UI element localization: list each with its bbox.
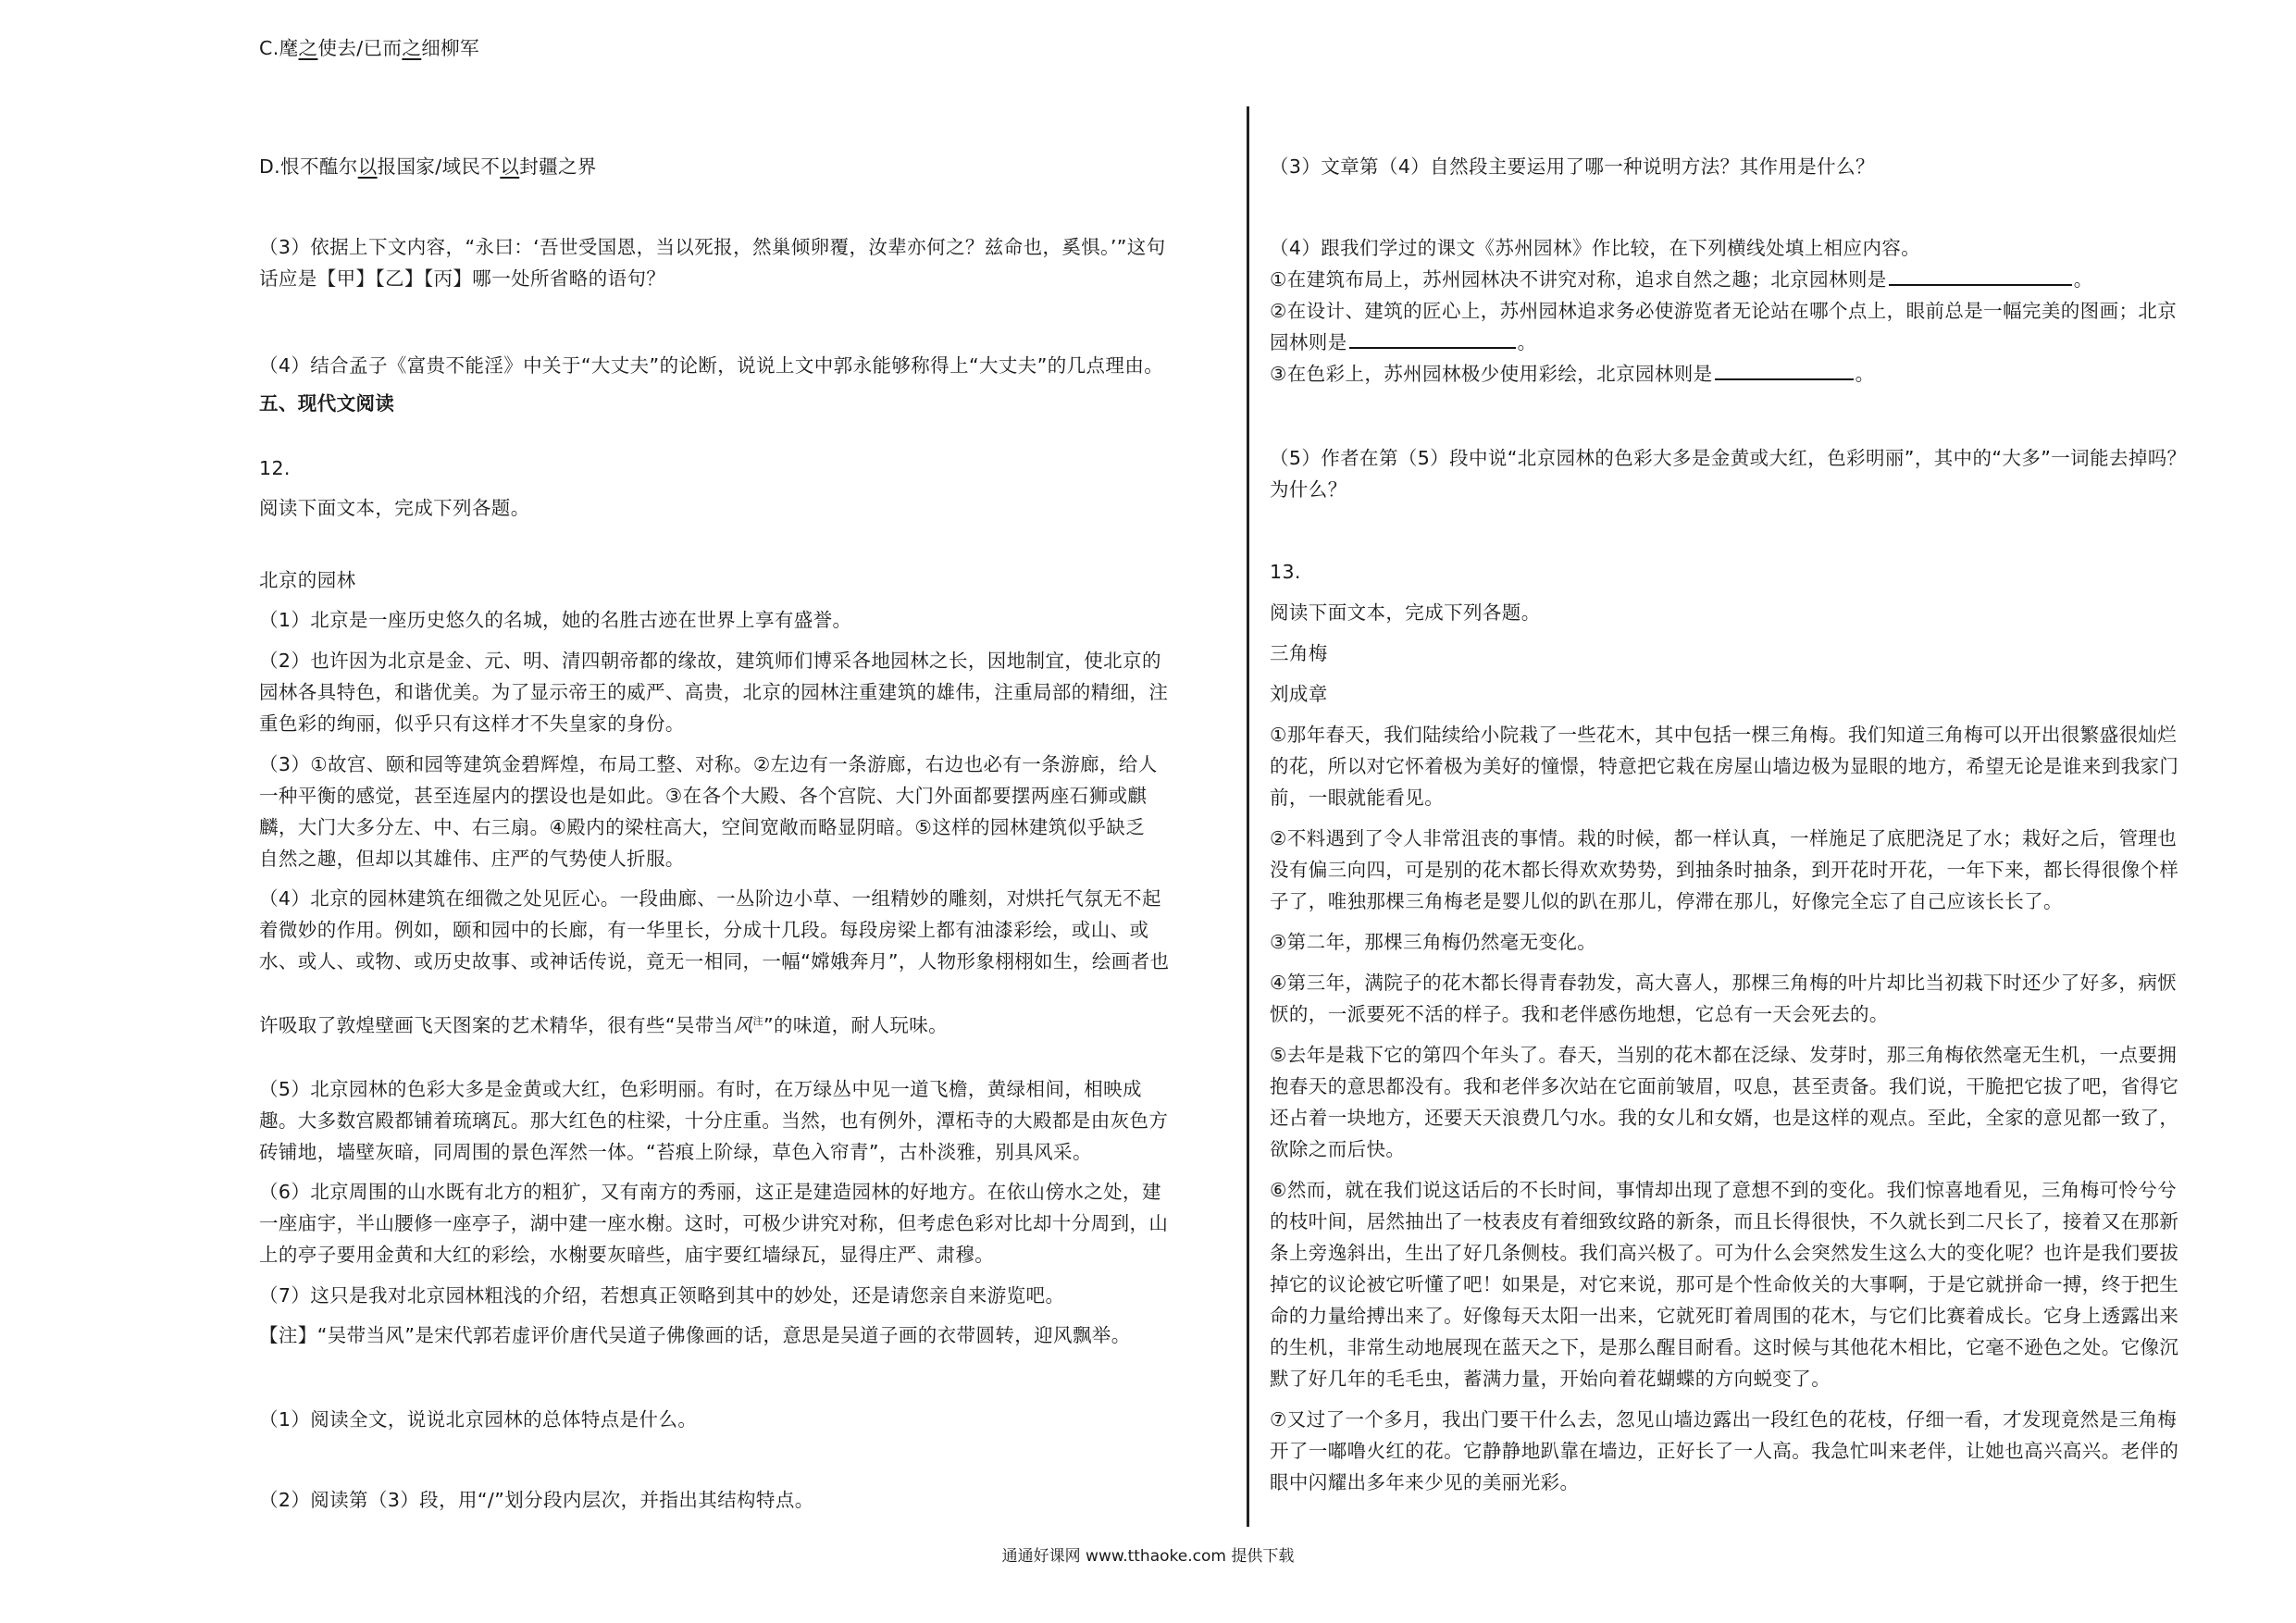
story-para-6-line-3: 条上旁逸斜出，生出了好几条侧枝。我们高兴极了。可为什么会突然发生这么大的变化呢？也许是我们要拔 (1270, 1242, 2179, 1264)
sub-question-5-line-2: 为什么？ (1270, 478, 1347, 501)
paragraph-4-line-4-text: 许吸取了敦煌壁画飞天图案的艺术精华，很有些“吴带当 (259, 1013, 734, 1036)
question-number-13: 13. (1270, 561, 1301, 583)
story-para-6-line-6: 的生机，非常生动地展现在蓝天之下，是那么醒目耐看。这时候与其他花木相比，它毫不逊色之处。它像沉 (1270, 1336, 2179, 1358)
story-para-5-line-3: 还占着一块地方，还要天天浪费几勺水。我的女儿和女婿，也是这样的观点。至此，全家的意见都一致了， (1270, 1107, 2179, 1129)
paragraph-4-line-2: 着微妙的作用。例如，颐和园中的长廊，有一华里长，分成十几段。每段房梁上都有油漆彩绘，或山、或 (259, 919, 1149, 941)
story-para-3: ③第二年，那棵三角梅仍然毫无变化。 (1270, 931, 1597, 953)
note-marker: 注 (752, 1015, 763, 1027)
sub-question-2: （2）阅读第（3）段，用“/”划分段内层次，并指出其结构特点。 (259, 1489, 814, 1511)
paragraph-4-line-3: 水、或人、或物、或历史故事、或神话传说，竟无一相同，一幅“嫦娥奔月”，人物形象栩栩如生，绘画者也 (259, 950, 1170, 973)
answer-blank-3[interactable] (1715, 362, 1854, 380)
reading-instruction: 阅读下面文本，完成下列各题。 (259, 497, 530, 519)
story-para-2-line-2: 没有偏三向四，可是别的花木都长得欢欢势势，到抽条时抽条，到开花时开花，一年下来，都长得很像个样 (1270, 859, 2179, 881)
fill-item-3 (1270, 361, 1874, 387)
story-para-6-line-4: 掉它的议论被它听懂了吧！如果是，对它来说，那可是个性命攸关的大事啊，于是它就拼命一搏，终于把生 (1270, 1273, 2179, 1295)
answer-blank-1[interactable] (1889, 267, 2072, 286)
paragraph-3-line-1: （3）①故宫、颐和园等建筑金碧辉煌，布局工整、对称。②左边有一条游廊，右边也必有一条游廊，给人 (259, 753, 1158, 775)
story-para-4-line-2: 恹的，一派要死不活的样子。我和老伴感伤地想，它总有一天会死去的。 (1270, 1003, 1889, 1025)
fill-item-1-text: ①在建筑布局上，苏州园林决不讲究对称，追求自然之趣；北京园林则是 (1270, 268, 1887, 291)
feng-glyph: 风 (733, 1013, 753, 1036)
reading-instruction-13: 阅读下面文本，完成下列各题。 (1270, 601, 1541, 624)
paragraph-6-line-3: 上的亭子要用金黄和大红的彩绘，水榭要灰暗些，庙宇要红墙绿瓦，显得庄严、肃穆。 (259, 1244, 995, 1266)
story-author: 刘成章 (1270, 683, 1328, 705)
story-para-7-line-2: 开了一嘟噜火红的花。它静静地趴靠在墙边，正好长了一人高。我急忙叫来老伴，让她也高兴高兴。老伴的 (1270, 1440, 2179, 1462)
paragraph-4-line-4-end: ”的味道，耐人玩味。 (763, 1013, 949, 1036)
option-d: D.恨不醢尔以报国家/域民不以封疆之界 (259, 155, 597, 178)
section-heading: 五、现代文阅读 (259, 392, 395, 415)
paragraph-3-line-2: 一种平衡的感觉，甚至连屋内的摆设也是如此。③在各个大殿、各个宫院、大门外面都要摆两座石狮或麒 (259, 785, 1148, 807)
fill-item-2-line-2 (1270, 329, 1537, 355)
paragraph-5-line-2: 趣。大多数宫殿都铺着琉璃瓦。那大红色的柱梁，十分庄重。当然，也有例外，潭柘寺的大殿都是由灰色方 (259, 1109, 1169, 1132)
paragraph-5-line-1: （5）北京园林的色彩大多是金黄或大红，色彩明丽。有时，在万绿丛中见一道飞檐，黄绿相间，相映成 (259, 1078, 1142, 1100)
paragraph-7: （7）这只是我对北京园林粗浅的介绍，若想真正领略到其中的妙处，还是请您亲自来游览吧。 (259, 1284, 1065, 1307)
paragraph-6-line-1: （6）北京周围的山水既有北方的粗犷，又有南方的秀丽，这正是建造园林的好地方。在依山傍水之处，建 (259, 1181, 1161, 1203)
question-number-12: 12. (259, 457, 291, 479)
question-4: （4）结合孟子《富贵不能淫》中关于“大丈夫”的论断，说说上文中郭永能够称得上“大丈夫”的几点理由。 (259, 354, 1164, 377)
fill-item-1 (1270, 266, 2093, 292)
story-para-6-line-7: 默了好几年的毛毛虫，蓄满力量，开始向着花蝴蝶的方向蜕变了。 (1270, 1368, 1831, 1390)
fill-item-3-end: 。 (1855, 363, 1875, 385)
story-para-5-line-2: 抱春天的意思都没有。我和老伴多次站在它面前皱眉，叹息，甚至责备。我们说，干脆把它拔了吧，省得它 (1270, 1075, 2179, 1097)
paragraph-5-line-3: 砖铺地，墙壁灰暗，同周围的景色浑然一体。“苔痕上阶绿，草色入帘青”，古朴淡雅，别具风采。 (259, 1141, 1092, 1163)
left-column (259, 0, 1231, 1623)
paragraph-1: （1）北京是一座历史悠久的名城，她的名胜古迹在世界上享有盛誉。 (259, 609, 852, 631)
paragraph-3-line-3: 麟，大门大多分左、中、右三扇。④殿内的梁柱高大，空间宽敞而略显阴暗。⑤这样的园林建筑似乎缺乏 (259, 816, 1146, 838)
fill-item-1-end: 。 (2073, 268, 2093, 291)
story-para-5-line-4: 欲除之而后快。 (1270, 1138, 1406, 1160)
fill-item-3-text: ③在色彩上，苏州园林极少使用彩绘，北京园林则是 (1270, 363, 1713, 385)
sub-question-1: （1）阅读全文，说说北京园林的总体特点是什么。 (259, 1408, 698, 1431)
story-para-7-line-3: 眼中闪耀出多年来少见的美丽光彩。 (1270, 1471, 1580, 1493)
paragraph-6-line-2: 一座庙宇，半山腰修一座亭子，湖中建一座水榭。这时，可极少讲究对称，但考虑色彩对比却十分周到，山 (259, 1212, 1169, 1234)
story-para-2-line-3: 子了，唯独那棵三角梅老是婴儿似的趴在那儿，停滞在那儿，好像完全忘了自己应该长长了。 (1270, 890, 2063, 912)
sub-question-4: （4）跟我们学过的课文《苏州园林》作比较，在下列横线处填上相应内容。 (1270, 237, 1921, 259)
story-para-1-line-2: 的花，所以对它怀着极为美好的憧憬，特意把它栽在房屋山墙边极为显眼的地方，希望无论是谁来到我家门 (1270, 755, 2179, 777)
paragraph-4-line-1: （4）北京的园林建筑在细微之处见匠心。一段曲廊、一丛阶边小草、一组精妙的雕刻，对烘托气氛无不起 (259, 887, 1161, 910)
fill-item-2-line-1: ②在设计、建筑的匠心上，苏州园林追求务必使游览者无论站在哪个点上，眼前总是一幅完美的图画；北京 (1270, 300, 2178, 322)
paragraph-2-line-2: 园林各具特色，和谐优美。为了显示帝王的威严、高贵，北京的园林注重建筑的雄伟，注重局部的精细，注 (259, 681, 1169, 703)
paragraph-2-line-3: 重色彩的绚丽，似乎只有这样才不失皇家的身份。 (259, 712, 685, 735)
sub-question-5-line-1: （5）作者在第（5）段中说“北京园林的色彩大多是金黄或大红，色彩明丽”，其中的“大多”一词能去掉吗？ (1270, 447, 2187, 469)
paragraph-2-line-1: （2）也许因为北京是金、元、明、清四朝帝都的缘故，建筑师们博采各地园林之长，因地制宜，使北京的 (259, 650, 1161, 672)
page-footer: 通通好课网 www.tthaoke.com 提供下载 (1001, 1547, 1295, 1566)
sub-question-3: （3）文章第（4）自然段主要运用了哪一种说明方法？其作用是什么？ (1270, 155, 1875, 178)
option-c: C.麾之使去/已而之细柳军 (259, 37, 479, 59)
paragraph-4-line-4 (259, 1009, 948, 1038)
paragraph-3-line-4: 自然之趣，但却以其雄伟、庄严的气势使人折服。 (259, 848, 685, 870)
story-para-6-line-2: 的枝叶间，居然抽出了一枝表皮有着细致纹路的新条，而且长得很快，不久就长到二尺长了，接着又在那新 (1270, 1210, 2179, 1233)
story-para-1-line-1: ①那年春天，我们陆续给小院栽了一些花木，其中包括一棵三角梅。我们知道三角梅可以开出很繁盛很灿烂 (1270, 724, 2178, 746)
story-para-7-line-1: ⑦又过了一个多月，我出门要干什么去，忽见山墙边露出一段红色的花枝，仔细一看，才发现竟然是三角梅 (1270, 1408, 2178, 1431)
question-3-line-2: 话应是【甲】【乙】【丙】哪一处所省略的语句？ (259, 267, 666, 290)
fill-item-2-text: 园林则是 (1270, 331, 1347, 353)
story-para-4-line-1: ④第三年，满院子的花木都长得青春勃发，高大喜人，那棵三角梅的叶片却比当初栽下时还少了好多，病恹 (1270, 972, 2178, 994)
question-3-line-1: （3）依据上下文内容，“永曰：‘吾世受国恩，当以死报，然巢倾卵覆，汝辈亦何之？兹命也，奚惧。’”这句 (259, 236, 1166, 258)
story-para-6-line-1: ⑥然而，就在我们说这话后的不长时间，事情却出现了意想不到的变化。我们惊喜地看见，三角梅可怜兮兮 (1270, 1179, 2178, 1201)
fill-item-2-end: 。 (1517, 331, 1537, 353)
story-title: 三角梅 (1270, 642, 1328, 664)
right-column (1270, 0, 2241, 1623)
annotation-note: 【注】“吴带当风”是宋代郭若虚评价唐代吴道子佛像画的话，意思是吴道子画的衣带圆转，迎风飘举。 (259, 1324, 1131, 1346)
story-para-6-line-5: 命的力量给搏出来了。好像每天太阳一出来，它就死盯着周围的花木，与它们比赛着成长。它身上透露出来 (1270, 1305, 2179, 1327)
story-para-1-line-3: 前，一眼就能看见。 (1270, 787, 1445, 809)
column-divider (1247, 106, 1249, 1527)
answer-blank-2[interactable] (1349, 330, 1516, 349)
story-para-5-line-1: ⑤去年是栽下它的第四个年头了。春天，当别的花木都在泛绿、发芽时，那三角梅依然毫无生机，一点要拥 (1270, 1044, 2178, 1066)
story-para-2-line-1: ②不料遇到了令人非常沮丧的事情。栽的时候，都一样认真，一样施足了底肥浇足了水；栽好之后，管理也 (1270, 827, 2178, 849)
article-title: 北京的园林 (259, 569, 356, 591)
